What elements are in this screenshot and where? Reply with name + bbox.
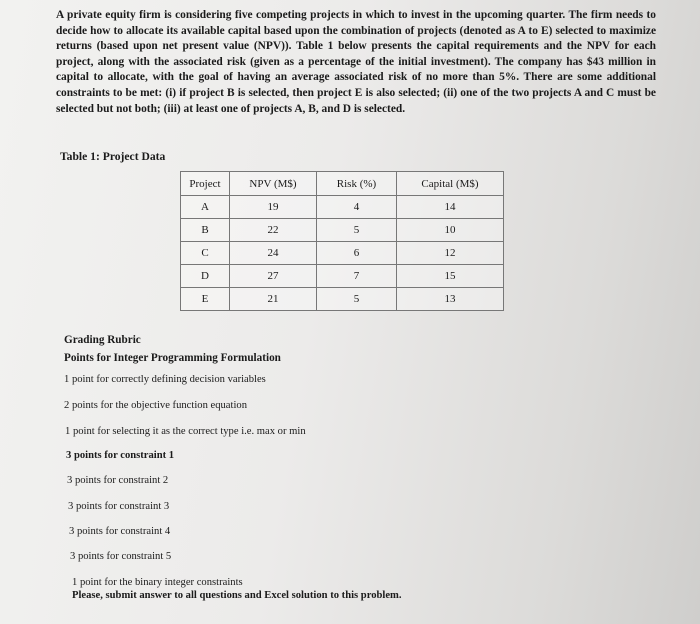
cell-risk: 4 <box>317 196 397 219</box>
rubric-item-constraint-5: 3 points for constraint 5 <box>70 551 172 562</box>
header-capital: Capital (M$) <box>397 172 504 196</box>
rubric-item-variables: 1 point for correctly defining decision variables <box>64 374 266 385</box>
cell-project: D <box>181 265 230 288</box>
cell-project: A <box>181 196 230 219</box>
rubric-title: Grading Rubric <box>64 334 141 346</box>
project-data-table <box>180 171 504 311</box>
rubric-item-type: 1 point for selecting it as the correct type i.e. max or min <box>65 426 306 437</box>
cell-risk: 6 <box>317 242 397 265</box>
cell-npv: 27 <box>230 265 317 288</box>
cell-project: E <box>181 288 230 311</box>
rubric-item-constraint-4: 3 points for constraint 4 <box>69 526 171 537</box>
cell-npv: 21 <box>230 288 317 311</box>
header-risk: Risk (%) <box>317 172 397 196</box>
table-header-row <box>181 172 504 196</box>
table-row <box>181 242 504 265</box>
cell-npv: 19 <box>230 196 317 219</box>
table-row <box>181 219 504 242</box>
rubric-subtitle: Points for Integer Programming Formulation <box>64 352 281 364</box>
submission-note: Please, submit answer to all questions and Excel solution to this problem. <box>72 590 402 601</box>
table-row <box>181 288 504 311</box>
header-npv: NPV (M$) <box>230 172 317 196</box>
rubric-item-binary: 1 point for the binary integer constraints <box>72 577 243 588</box>
cell-capital: 13 <box>397 288 504 311</box>
rubric-item-objective: 2 points for the objective function equation <box>64 400 247 411</box>
cell-project: C <box>181 242 230 265</box>
cell-risk: 5 <box>317 219 397 242</box>
rubric-item-constraint-1: 3 points for constraint 1 <box>66 450 175 461</box>
table-row <box>181 265 504 288</box>
cell-risk: 5 <box>317 288 397 311</box>
cell-project: B <box>181 219 230 242</box>
problem-statement: A private equity firm is considering five competing projects in which to invest in the upcoming quarter. The firm needs to decide how to allocate its available capital based upon the combination of projects (denoted as A to E) selected to maximize returns (based upon net present value (NPV)). Table 1 below presents the capital requirements and the NPV for each project, along with the associated risk (given as a percentage of the initial investment). The company has $43 million in capital to allocate, with the goal of having an average associated risk of no more than 5%. There are some additional constraints to be met: (i) if project B is selected, then project E is also selected; (ii) one of the two projects A and C must be selected but not both; (iii) at least one of projects A, B, and D is selected. <box>56 9 656 115</box>
cell-npv: 22 <box>230 219 317 242</box>
cell-capital: 15 <box>397 265 504 288</box>
rubric-item-constraint-3: 3 points for constraint 3 <box>68 501 170 512</box>
cell-capital: 12 <box>397 242 504 265</box>
table-caption: Table 1: Project Data <box>60 150 166 163</box>
cell-capital: 10 <box>397 219 504 242</box>
cell-risk: 7 <box>317 265 397 288</box>
rubric-item-constraint-2: 3 points for constraint 2 <box>67 475 169 486</box>
header-project: Project <box>181 172 230 196</box>
cell-npv: 24 <box>230 242 317 265</box>
cell-capital: 14 <box>397 196 504 219</box>
table-row <box>181 196 504 219</box>
